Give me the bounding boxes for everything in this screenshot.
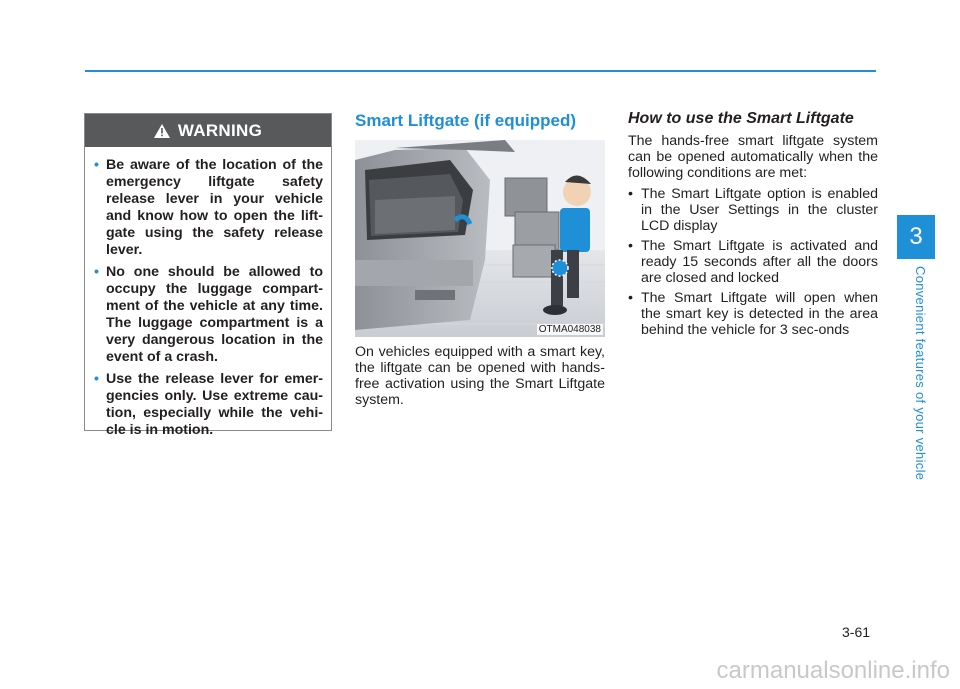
section-title: Smart Liftgate (if equipped) bbox=[355, 111, 576, 130]
condition-item: • The Smart Liftgate option is enabled in the User Settings in the cluster LCD display bbox=[628, 186, 878, 234]
warning-item: • Use the release lever for emer-gencies only. Use extreme cau-tion, especially while the vehi-cle is in motion. bbox=[94, 371, 323, 438]
bullet-icon: • bbox=[628, 186, 633, 202]
howto-title: How to use the Smart Liftgate bbox=[628, 110, 854, 127]
bullet-icon: • bbox=[628, 290, 633, 306]
bullet-icon: • bbox=[628, 238, 633, 254]
warning-triangle-icon bbox=[154, 124, 170, 138]
condition-item: • The Smart Liftgate is activated and ready 15 seconds after all the doors are closed and locked bbox=[628, 238, 878, 286]
warning-item: • No one should be allowed to occupy the luggage compart-ment of the vehicle at any time. The luggage compartment is a very dangerous location in the event of a crash. bbox=[94, 264, 323, 365]
chapter-tab: 3 bbox=[897, 215, 935, 259]
condition-item: • The Smart Liftgate will open when the smart key is detected in the area behind the vehicle for 3 sec-onds bbox=[628, 290, 878, 338]
warning-header bbox=[85, 114, 331, 147]
warning-list bbox=[85, 147, 331, 439]
watermark: carmanualsonline.info bbox=[716, 657, 950, 684]
illustration-image bbox=[355, 140, 605, 337]
smart-liftgate-illustration bbox=[355, 140, 605, 337]
figure-caption: OTMA048038 bbox=[538, 324, 601, 335]
howto-intro: The hands-free smart liftgate system can be opened automatically when the following conditions are met: bbox=[628, 133, 878, 181]
bullet-icon: • bbox=[94, 264, 99, 280]
warning-box bbox=[84, 113, 332, 438]
warning-item: • Be aware of the location of the emergency liftgate safety release lever in your vehicle and know how to open the lift-gate using the safety release lever. bbox=[94, 157, 323, 258]
condition-list bbox=[628, 186, 878, 342]
bullet-icon: • bbox=[94, 157, 99, 173]
section-paragraph: On vehicles equipped with a smart key, the liftgate can be opened with hands-free activation using the Smart Liftgate system. bbox=[355, 344, 605, 408]
header-rule bbox=[85, 70, 876, 72]
bullet-icon: • bbox=[94, 371, 99, 387]
warning-title: WARNING bbox=[177, 120, 263, 140]
page-number: 3-61 bbox=[842, 624, 871, 640]
chapter-title: Convenient features of your vehicle bbox=[913, 266, 928, 481]
